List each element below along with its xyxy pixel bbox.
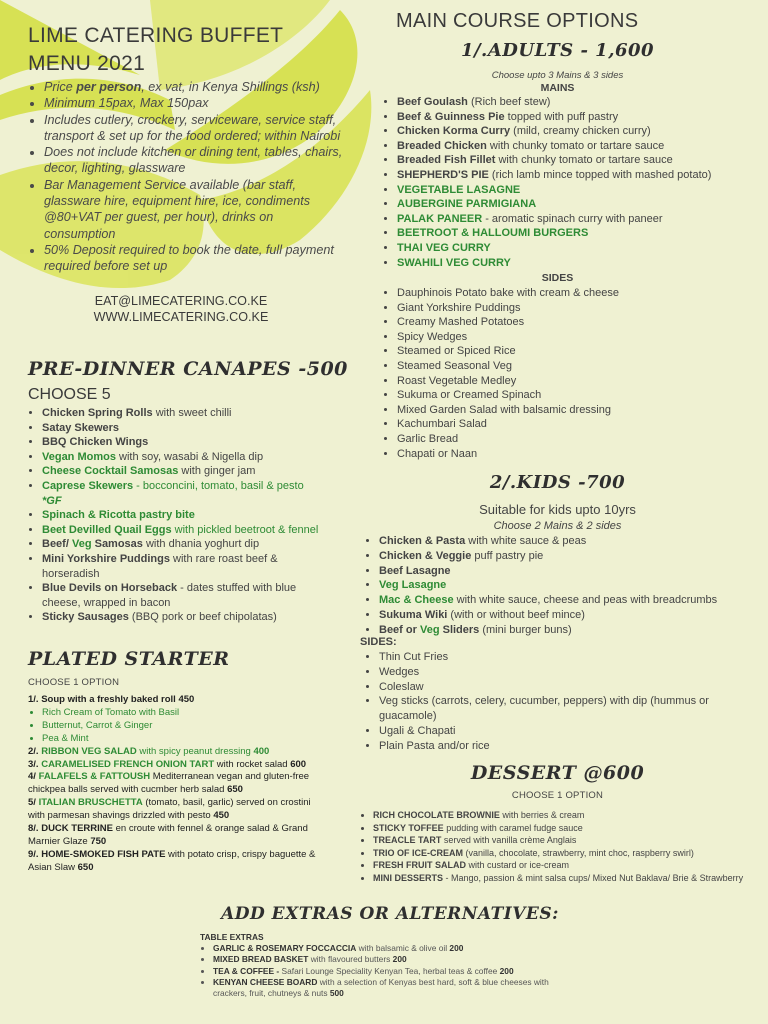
main-item (397, 95, 747, 110)
dessert-item (373, 872, 768, 885)
option-number: 9/. (28, 848, 42, 860)
item-desc: with ginger jam (178, 465, 256, 478)
main-item (397, 197, 747, 212)
item-name: Blue Devils on Horseback (42, 582, 178, 595)
item-desc: with soy, wasabi & Nigella dip (115, 450, 264, 463)
item-desc: with flavoured butters (308, 954, 393, 965)
item-name: Breaded Chicken (397, 139, 487, 152)
item-name: SHEPHERD'S PIE (397, 168, 489, 181)
side-item: • Kachumbari Salad (397, 417, 747, 432)
option-desc: Mediterranean vegan and gluten-free chickpea balls served with cucmber herb salad (28, 771, 310, 796)
canape-item (42, 406, 332, 421)
main-item (397, 226, 747, 241)
kids-side-item: • Plain Pasta and/or rice (379, 739, 759, 754)
main-item (397, 124, 747, 139)
item-name: Beet Devilled Quail Eggs (42, 523, 172, 536)
canape-item (42, 552, 332, 581)
sides-label: SIDES (541, 272, 574, 284)
dessert-item (373, 847, 768, 860)
info-item: • Does not include kitchen or dining tent, tables, chairs, decor, lighting, glassware (44, 144, 344, 177)
item-name: Breaded Fish Fillet (397, 154, 496, 167)
item-desc: - bocconcini, tomato, basil & pesto (133, 479, 304, 492)
kids-sides-label: SIDES: (360, 636, 397, 648)
item-name: Beef/ (42, 538, 72, 551)
option-name: FALAFELS & FATTOUSH (38, 771, 151, 783)
starter-soup: 1/. Soup with a freshly baked roll 450 (28, 694, 195, 705)
kids-main-item (379, 549, 768, 564)
option-desc: (tomato, basil, garlic) served on crostini with parmesan shavings drizzled with pesto (28, 797, 311, 822)
option-price: 650 (77, 861, 94, 873)
item-desc: (mini burger buns) (479, 623, 572, 636)
item-desc: (mild, creamy chicken curry) (510, 125, 651, 138)
item-desc: (vanilla, chocolate, strawberry, mint choc, raspberry swirl) (463, 847, 694, 858)
item-name: Cheese Cocktail Samosas (42, 465, 179, 478)
extra-item (213, 954, 570, 965)
item-name: Chicken & Veggie (379, 549, 472, 562)
option-desc: with spicy peanut dressing (136, 745, 254, 757)
item-desc: (with or without beef mince) (447, 608, 585, 621)
canape-item (42, 479, 332, 508)
item-name: Satay Skewers (42, 421, 120, 434)
main-item (397, 241, 747, 256)
info-item: • Bar Management Service available (bar staff, glassware hire, equipment hire, ice, condiments @80+VAT per guest, per hour), drinks on consumption (44, 177, 344, 242)
main-item (397, 183, 747, 198)
item-desc: - Mango, passion & mint salsa cups/ Mixed Nut Baklava/ Brie & Strawberry (443, 872, 744, 883)
side-item: • Spicy Wedges (397, 330, 747, 345)
kids-side-item: • Thin Cut Fries (379, 650, 759, 665)
side-item: • Creamy Mashed Potatoes (397, 315, 747, 330)
item-name: Spinach & Ricotta pastry bite (42, 509, 195, 522)
booking-info-list (28, 79, 344, 275)
kids-side-item: • Ugali & Chapati (379, 724, 759, 739)
item-desc: - aromatic spinach curry with paneer (482, 212, 663, 225)
dessert-item (373, 859, 768, 872)
kids-title: 2/.KIDS -700 (489, 472, 626, 493)
adult-sides-list (384, 286, 747, 461)
canape-item (42, 421, 332, 436)
item-desc: (BBQ pork or beef chipolatas) (128, 611, 277, 624)
item-name: Chicken Korma Curry (397, 125, 511, 138)
dessert-item (373, 822, 768, 835)
item-name: TRIO OF ICE-CREAM (373, 847, 463, 858)
item-price: 500 (329, 988, 344, 999)
soup-options (28, 707, 328, 746)
item-name: Caprese Skewers (42, 479, 134, 492)
kids-main-item (379, 534, 768, 549)
item-name-veg: Veg (71, 538, 92, 551)
item-desc: with chunky tomato or tartare sauce (486, 139, 665, 152)
item-desc: with pickled beetroot & fennel (171, 523, 319, 536)
main-item (397, 212, 747, 227)
starter-list (28, 694, 328, 875)
soup-item: • Butternut, Carrot & Ginger (42, 720, 328, 733)
item-desc: with a selection of Kenyas best hard, soft & blue cheeses with crackers, fruit, chutneys & nuts (213, 976, 549, 999)
option-name: ITALIAN BRUSCHETTA (38, 797, 143, 809)
option-number: 2/. (28, 745, 42, 757)
dessert-item (373, 809, 768, 822)
email-link[interactable]: EAT@LIMECATERING.CO.KE (94, 294, 268, 308)
kids-main-item (379, 623, 768, 638)
extras-title: ADD EXTRAS OR ALTERNATIVES: (221, 904, 559, 924)
item-desc: (rich lamb mince topped with mashed potato) (488, 168, 712, 181)
item-name: VEGETABLE LASAGNE (397, 183, 521, 196)
kids-side-item: • Coleslaw (379, 680, 759, 695)
item-name: Chicken Spring Rolls (42, 407, 153, 419)
option-desc: with rocket salad (214, 758, 291, 770)
canapes-choose: CHOOSE 5 (28, 386, 111, 403)
adults-title: 1/.ADULTS - 1,600 (460, 40, 655, 61)
option-price: 400 (253, 745, 270, 757)
option-desc: en croute with fennel & orange salad & Grand Marnier Glaze (28, 823, 308, 847)
item-name: PALAK PANEER (397, 212, 483, 225)
option-price: 750 (90, 835, 107, 847)
main-course-title: MAIN COURSE OPTIONS (396, 10, 639, 32)
option-number: 4/ (28, 771, 39, 783)
kids-side-item: • Wedges (379, 665, 759, 680)
option-number: 3/. (28, 758, 42, 770)
main-item (397, 168, 747, 183)
kids-subtitle: Suitable for kids upto 10yrs (479, 502, 636, 517)
gluten-free-tag: *GF (42, 494, 62, 507)
side-item: • Giant Yorkshire Puddings (397, 301, 747, 316)
starter-option (28, 771, 328, 797)
info-item: • Minimum 15pax, Max 150pax (44, 95, 344, 111)
main-item (397, 110, 747, 125)
side-item: • Steamed or Spiced Rice (397, 344, 747, 359)
info-text: Price (44, 80, 77, 94)
item-name: BEETROOT & HALLOUMI BURGERS (397, 227, 589, 240)
item-name: Beef Lasagne (379, 564, 451, 577)
starter-choose: CHOOSE 1 OPTION (28, 677, 120, 688)
adult-mains-list (384, 95, 747, 270)
side-item: • Steamed Seasonal Veg (397, 359, 747, 374)
item-name: KENYAN CHEESE BOARD (213, 976, 318, 987)
canapes-list (28, 406, 332, 625)
option-price: 450 (213, 810, 230, 822)
item-name: RICH CHOCOLATE BROWNIE (373, 810, 500, 820)
side-item: • Roast Vegetable Medley (397, 374, 747, 389)
item-desc: (Rich beef stew) (467, 96, 551, 108)
mains-label: MAINS (540, 82, 575, 94)
option-number: 8/. (28, 823, 42, 835)
item-price: 200 (499, 965, 514, 976)
page-title (28, 22, 283, 78)
info-bold: per person (76, 80, 142, 94)
item-desc: topped with puff pastry (504, 110, 619, 123)
kids-choose: Choose 2 Mains & 2 sides (493, 520, 622, 532)
item-desc: pudding with caramel fudge sauce (443, 822, 583, 833)
kids-main-item (379, 608, 768, 623)
main-item (397, 139, 747, 154)
dessert-item (373, 834, 768, 847)
side-item: • Dauphinois Potato bake with cream & cheese (397, 286, 747, 301)
item-name: Mac & Cheese (379, 594, 454, 607)
item-name: TEA & COFFEE - (213, 965, 280, 976)
item-desc: with berries & cream (499, 810, 585, 820)
extras-list (200, 943, 570, 999)
item-desc: served with vanilla crème Anglais (441, 835, 577, 846)
extras-label: TABLE EXTRAS (200, 932, 264, 942)
item-desc: with chunky tomato or tartare sauce (495, 154, 673, 167)
info-text: , ex vat, in Kenya Shillings (ksh) (141, 80, 320, 94)
soup-item: • Pea & Mint (42, 733, 328, 746)
item-name: Vegan Momos (42, 450, 116, 463)
option-desc: with potato crisp, crispy baguette & Asian Slaw (28, 848, 316, 873)
side-item: • Sukuma or Creamed Spinach (397, 388, 747, 403)
canape-item (42, 610, 332, 625)
item-price: 200 (449, 943, 464, 954)
item-name: Sticky Sausages (42, 611, 129, 624)
starter-option (28, 849, 328, 875)
website-link[interactable]: WWW.LIMECATERING.CO.KE (93, 310, 269, 324)
starter-option (28, 797, 328, 823)
item-name: Sukuma Wiki (379, 608, 448, 621)
canape-item (42, 581, 332, 610)
canapes-title: PRE-DINNER CANAPES -500 (28, 358, 348, 380)
option-number: 5/ (28, 797, 39, 809)
option-name: CARAMELISED FRENCH ONION TART (41, 758, 215, 770)
option-name: DUCK TERRINE (41, 823, 113, 835)
item-name: MIXED BREAD BASKET (213, 954, 309, 965)
item-desc: with white sauce & peas (465, 535, 587, 547)
item-name: FRESH FRUIT SALAD (373, 860, 466, 871)
kids-main-item (379, 593, 768, 608)
canape-item (42, 508, 332, 523)
side-item: • Chapati or Naan (397, 447, 747, 462)
extra-item (213, 943, 570, 954)
canape-item (42, 523, 332, 538)
item-price: 200 (392, 954, 407, 965)
adults-choose: Choose upto 3 Mains & 3 sides (491, 70, 624, 81)
info-item: • 50% Deposit required to book the date, full payment required before set up (44, 242, 344, 275)
extra-item (213, 977, 570, 999)
item-name-veg: Veg (419, 623, 440, 636)
item-name: THAI VEG CURRY (397, 241, 491, 254)
item-name: TREACLE TART (373, 835, 442, 846)
info-item (44, 79, 344, 95)
item-desc: with dhania yoghurt dip (142, 538, 260, 551)
dessert-title: DESSERT @600 (470, 762, 645, 784)
item-name: Chicken & Pasta (379, 535, 466, 547)
starter-option (28, 759, 328, 772)
item-name: Beef or (379, 623, 420, 636)
item-name: Samosas (91, 538, 143, 551)
kids-main-item (379, 578, 768, 593)
item-desc: with sweet chilli (152, 407, 232, 419)
item-desc: with rare roast beef & horseradish (42, 552, 278, 580)
option-price: 650 (227, 784, 243, 796)
item-name: SWAHILI VEG CURRY (397, 256, 511, 269)
item-name: GARLIC & ROSEMARY FOCCACCIA (213, 943, 357, 954)
item-desc: Safari Lounge Speciality Kenyan Tea, herbal teas & coffee (279, 965, 500, 976)
starter-option (28, 746, 328, 759)
item-name: MINI DESSERTS (373, 872, 444, 883)
item-desc: - dates stuffed with blue cheese, wrapped in bacon (42, 582, 297, 609)
item-desc: with custard or ice-cream (466, 860, 570, 871)
title-line-2: MENU 2021 (28, 52, 146, 75)
extra-item (213, 966, 570, 977)
starter-option (28, 823, 328, 849)
item-desc: puff pastry pie (471, 549, 544, 562)
dessert-list (360, 809, 768, 885)
item-name: Beef & Guinness Pie (397, 110, 505, 123)
item-name: Veg Lasagne (379, 579, 447, 592)
item-name: AUBERGINE PARMIGIANA (397, 198, 537, 211)
canape-item (42, 464, 332, 479)
info-item: • Includes cutlery, crockery, serviceware, service staff, transport & set up for the food ordered; within Nairobi (44, 112, 344, 145)
dessert-choose: CHOOSE 1 OPTION (511, 790, 604, 801)
kids-side-item: • Veg sticks (carrots, celery, cucumber, peppers) with dip (hummus or guacamole) (379, 694, 759, 724)
side-item: • Mixed Garden Salad with balsamic dressing (397, 403, 747, 418)
option-price: 600 (290, 758, 307, 770)
main-item (397, 153, 747, 168)
main-item (397, 256, 747, 271)
side-item: • Garlic Bread (397, 432, 747, 447)
title-line-1: LIME CATERING BUFFET (28, 24, 284, 47)
item-name: BBQ Chicken Wings (42, 436, 149, 449)
starter-title: PLATED STARTER (28, 648, 230, 670)
item-name: Sliders (439, 623, 480, 636)
kids-sides-list (366, 650, 759, 754)
canape-item (42, 537, 332, 552)
item-name: Mini Yorkshire Puddings (42, 552, 170, 565)
item-desc: with white sauce, cheese and peas with breadcrumbs (453, 594, 718, 607)
kids-main-item (379, 564, 768, 579)
canape-item (42, 450, 332, 465)
item-desc: with balsamic & olive oil (356, 943, 450, 954)
option-name: HOME-SMOKED FISH PATE (41, 848, 166, 860)
soup-item: • Rich Cream of Tomato with Basil (42, 707, 328, 720)
kids-mains-list (366, 534, 768, 638)
table-extras (200, 932, 570, 999)
item-name: STICKY TOFFEE (373, 822, 444, 833)
canape-item (42, 435, 332, 450)
item-name: Beef Goulash (397, 96, 468, 108)
option-name: RIBBON VEG SALAD (41, 745, 137, 757)
